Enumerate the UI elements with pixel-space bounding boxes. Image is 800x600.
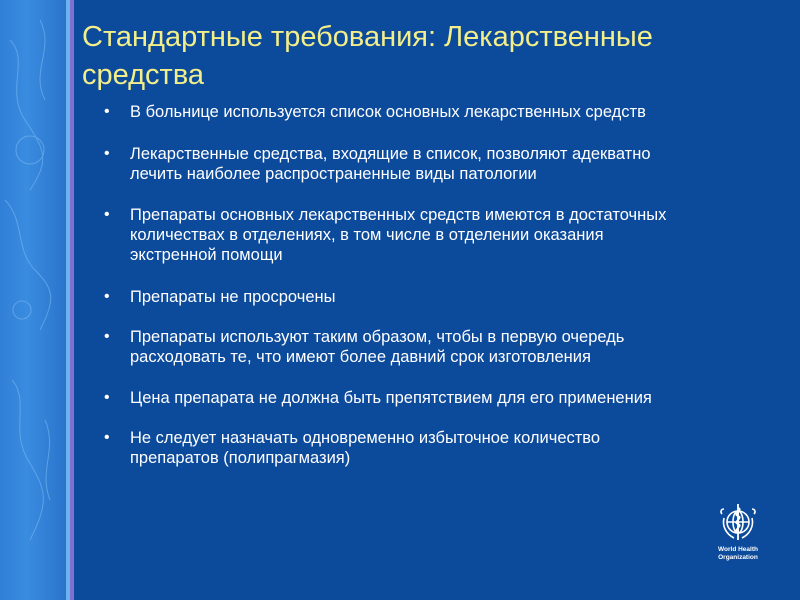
bullet-item: [104, 428, 684, 468]
bullet-text: В больнице используется список основных лекарственных средств: [130, 103, 646, 121]
decorative-side-strip: [0, 0, 66, 600]
bullet-text: Препараты основных лекарственных средств имеются в достаточных количествах в отделениях, в том числе в отделении оказания экстренной помощи: [130, 206, 667, 264]
bullet-item: [104, 205, 684, 265]
bullet-marker: •: [104, 206, 110, 223]
bullet-text: Лекарственные средства, входящие в список, позволяют адекватно лечить наиболее распространенные виды патологии: [130, 145, 651, 183]
bullet-list: [104, 102, 684, 468]
bullet-item: [104, 144, 684, 184]
bullet-marker: •: [104, 328, 110, 345]
bullet-item: [104, 327, 684, 367]
bullet-item: [104, 388, 684, 408]
bullet-text: Цена препарата не должна быть препятствием для его применения: [130, 389, 652, 407]
bullet-item: [104, 287, 684, 307]
bullet-marker: •: [104, 429, 110, 446]
bullet-marker: •: [104, 389, 110, 406]
bullet-marker: •: [104, 145, 110, 162]
bullet-text: Препараты не просрочены: [130, 288, 336, 306]
who-logo: [706, 500, 770, 562]
bullet-text: Не следует назначать одновременно избыточное количество препаратов (полипрагмазия): [130, 429, 601, 467]
who-emblem-icon: [716, 500, 760, 544]
slide-title: Стандартные требования: Лекарственные средства: [82, 21, 653, 91]
bullet-marker: •: [104, 288, 110, 305]
strip-divider-accent: [70, 0, 74, 600]
bullet-text: Препараты используют таким образом, чтобы в первую очередь расходовать те, что имеют более давний срок изготовления: [130, 328, 625, 366]
bullet-item: [104, 102, 684, 122]
who-logo-text: World Health Organization: [718, 546, 758, 561]
bullet-marker: •: [104, 103, 110, 120]
strip-pattern-icon: [0, 0, 66, 600]
